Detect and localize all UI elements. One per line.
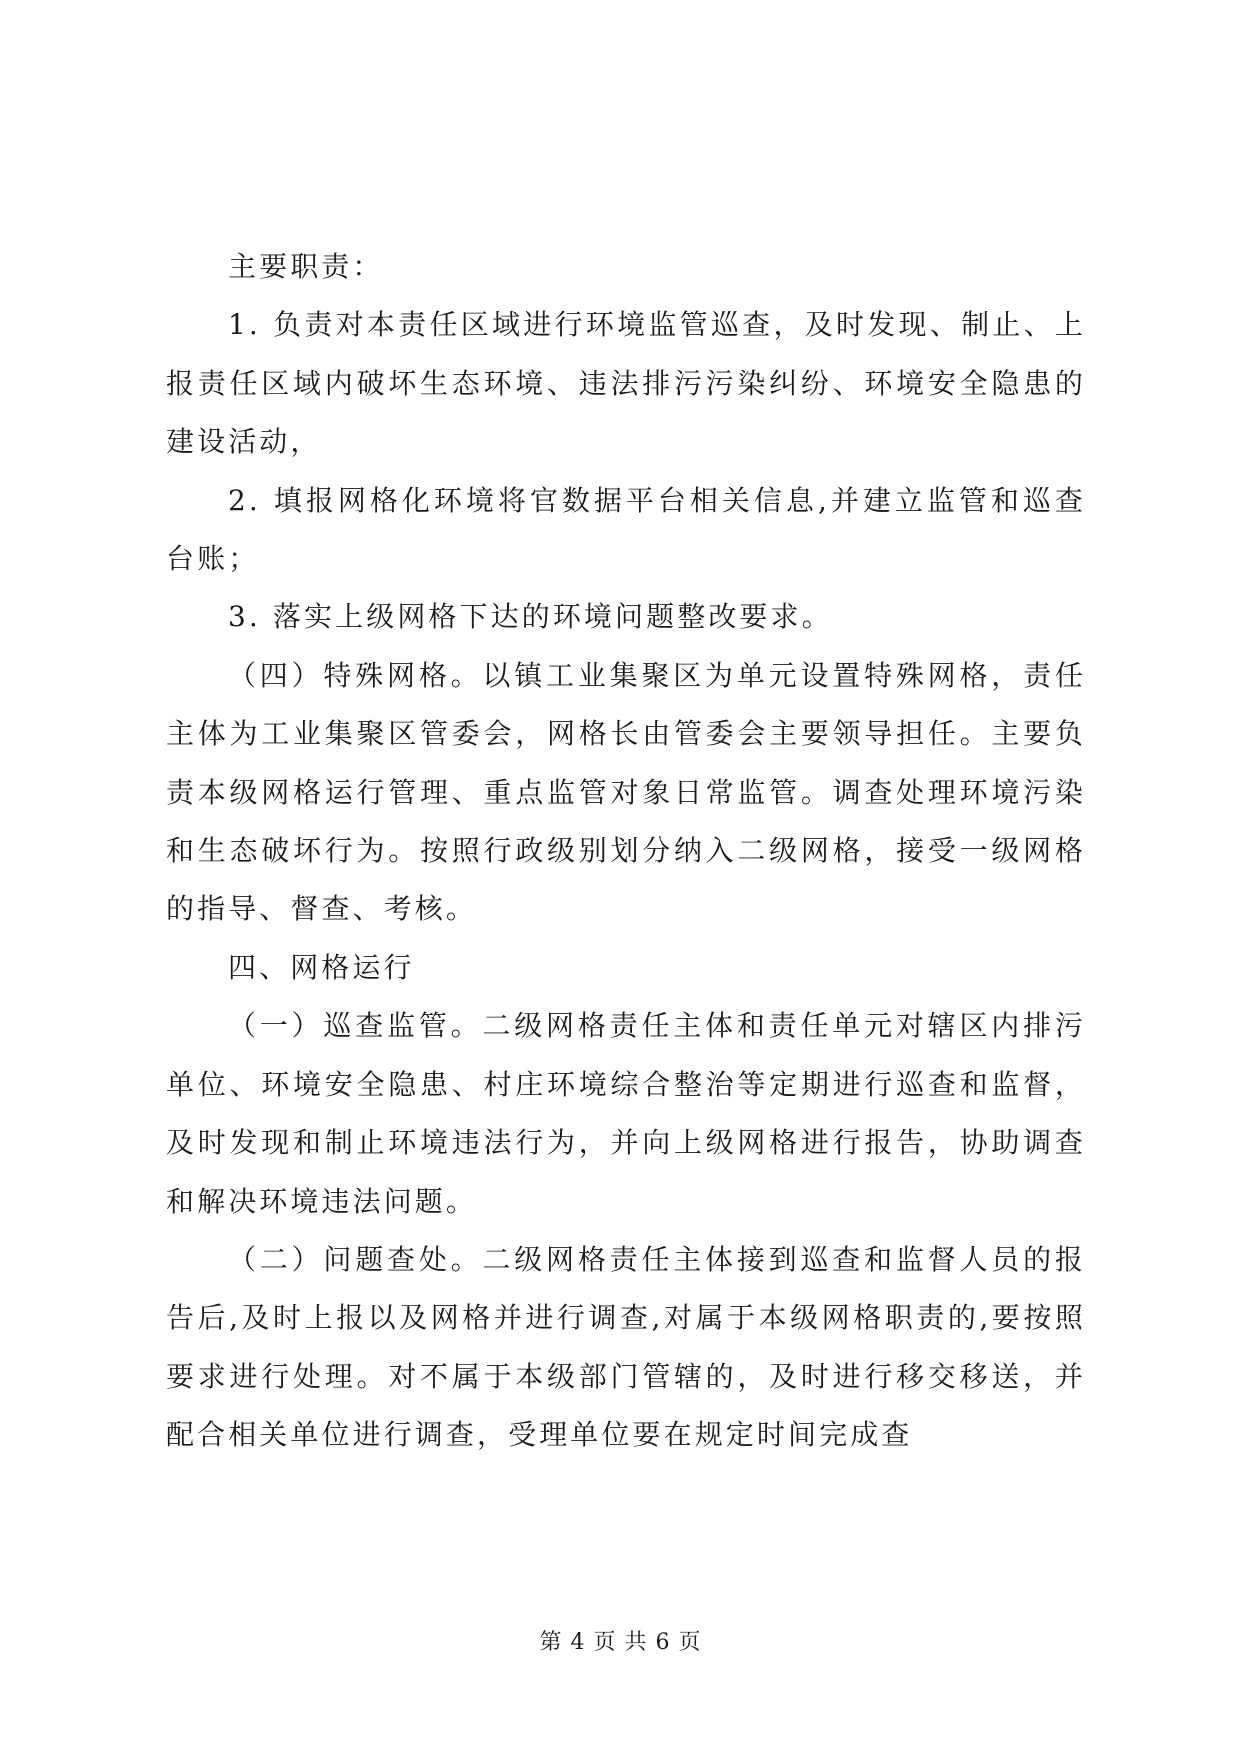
paragraph-special-grid: （四）特殊网格。以镇工业集聚区为单元设置特殊网格，责任主体为工业集聚区管委会，网格长由管委会主要领导担任。主要负责本级网格运行管理、重点监管对象日常监管。调查处理环境污染和生态破坏行为。按照行政级别划分纳入二级网格，接受一级网格的指导、督查、考核。 (166, 658, 1086, 926)
paragraph-patrol-supervision: （一）巡查监管。二级网格责任主体和责任单元对辖区内排污单位、环境安全隐患、村庄环境综合整治等定期进行巡查和监督，及时发现和制止环境违法行为，并向上级网格进行报告，协助调查和解决环境违法问题。 (166, 1009, 1086, 1218)
document-body (166, 238, 1086, 1465)
page-number-footer: 第 4 页 共 6 页 (539, 1630, 702, 1655)
paragraph-item-3: 3. 落实上级网格下达的环境问题整改要求。 (228, 600, 833, 634)
responsibilities-heading: 主要职责： (228, 250, 384, 283)
paragraph-problem-handling: （二）问题查处。二级网格责任主体接到巡查和监督人员的报告后,及时上报以及网格并进行调查,对属于本级网格职责的,要按照要求进行处理。对不属于本级部门管辖的，及时进行移交移送，并配合相关单位进行调查，受理单位要在规定时间完成查 (166, 1242, 1086, 1452)
section-heading-grid-operation: 四、网格运行 (228, 950, 415, 984)
paragraph-item-2: 2. 填报网格化环境将官数据平台相关信息,并建立监管和巡查台账； (166, 483, 1086, 576)
paragraph-item-1: 1. 负责对本责任区域进行环境监管巡查，及时发现、制止、上报责任区域内破坏生态环境、违法排污污染纠纷、环境安全隐患的建设活动， (166, 308, 1086, 459)
